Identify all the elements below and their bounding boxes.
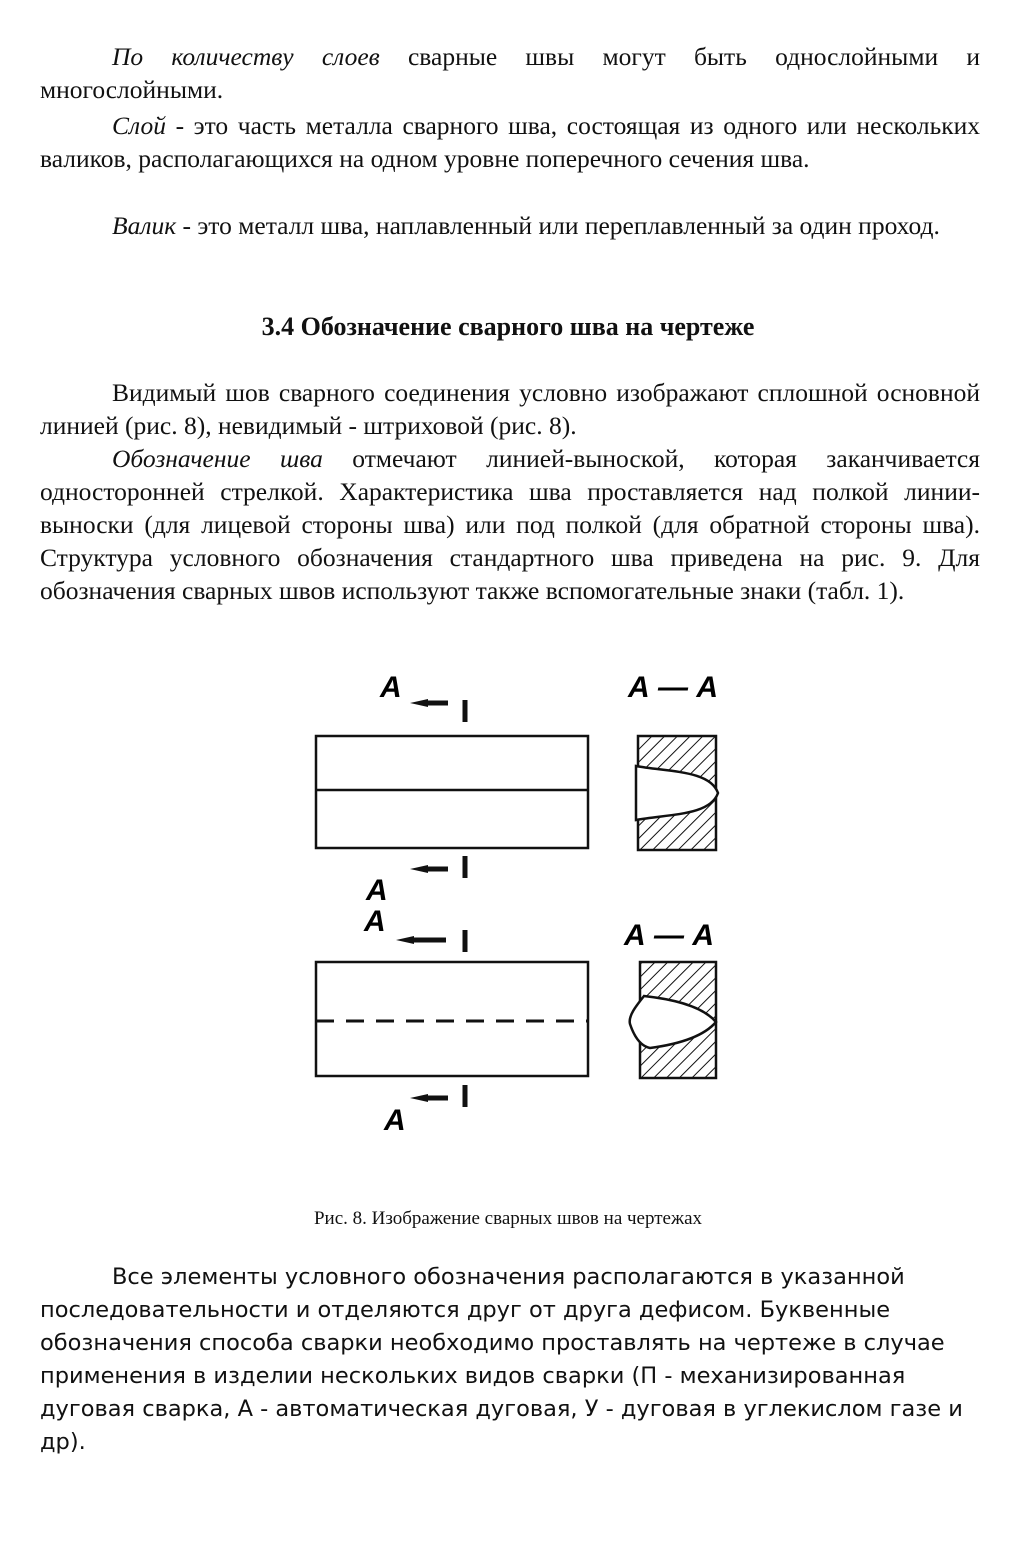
top-cut-arrow-icon (410, 699, 465, 722)
bottom-cut-arrow-icon (410, 856, 465, 878)
bottom-section-label: А — А (624, 919, 714, 952)
hidden-plate-outline (316, 962, 588, 1076)
paragraph-visible-seam-text: Видимый шов сварного соединения условно изображают сплошной основной линией (рис. 8), невидимый - штриховой (рис. 8). (40, 378, 980, 440)
paragraph-seam-designation (40, 442, 980, 607)
figure-weld-drawings (0, 660, 1016, 1200)
hidden-top-cut-letter: А (364, 905, 386, 938)
paragraph-bead-definition (40, 209, 980, 242)
bottom-drawing-hidden-seam (316, 905, 716, 1137)
paragraph-layer-text: - это часть металла сварного шва, состоящая из одного или нескольких валиков, располагающихся на одном уровне поперечного сечения шва. (40, 111, 980, 173)
paragraph-visible-seam (40, 376, 980, 442)
paragraph-layer-definition (40, 109, 980, 175)
top-section-label: А — А (628, 671, 718, 704)
figure-caption: Рис. 8. Изображение сварных швов на чертежах (313, 1208, 703, 1229)
paragraph-seam-designation-text: отмечают линией-выноской, которая заканчивается односторонней стрелкой. Характеристика шва проставляется над полкой линии-выноски (для лицевой стороны шва) или под полкой (для обратной стороны шва). Структура условного обозначения стандартного шва приведена на рис. 9. Для обозначения сварных швов используют также вспомогательные знаки (табл. 1). (40, 444, 980, 605)
paragraph-bead-text: - это металл шва, наплавленный или переплавленный за один проход. (176, 211, 940, 240)
top-plate-outline (316, 736, 588, 848)
paragraph-layers (40, 40, 980, 106)
term-bead: Валик (112, 211, 177, 240)
top-cross-section (636, 736, 718, 850)
term-layers: По количеству слоев (112, 42, 380, 71)
top-cut-letter: А (380, 671, 402, 704)
paragraph-designation-order-text: Все элементы условного обозначения располагаются в указанной последовательности и отделяются друг от друга дефисом. Буквенные обозначения способа сварки необходимо проставлять на чертеже в случае применения в изделии нескольких видов сварки (П - механизированная дуговая сварка, А - автоматическая дуговая, У - дуговая в углекислом газе и др). (40, 1264, 963, 1455)
hidden-bottom-cut-letter: А (384, 1104, 406, 1137)
bottom-cross-section (630, 962, 716, 1078)
hidden-bottom-cut-arrow-icon (410, 1085, 465, 1107)
term-seam-designation: Обозначение шва (112, 444, 323, 473)
paragraph-designation-order (40, 1261, 980, 1459)
top-drawing-visible-seam (316, 671, 718, 907)
hidden-top-cut-arrow-icon (396, 930, 465, 952)
section-heading: 3.4 Обозначение сварного шва на чертеже (261, 312, 755, 341)
bottom-cut-letter: А (366, 874, 388, 907)
term-layer: Слой (112, 111, 166, 140)
paragraph-layers-text: сварные швы могут быть однослойными и многослойными. (40, 42, 980, 104)
